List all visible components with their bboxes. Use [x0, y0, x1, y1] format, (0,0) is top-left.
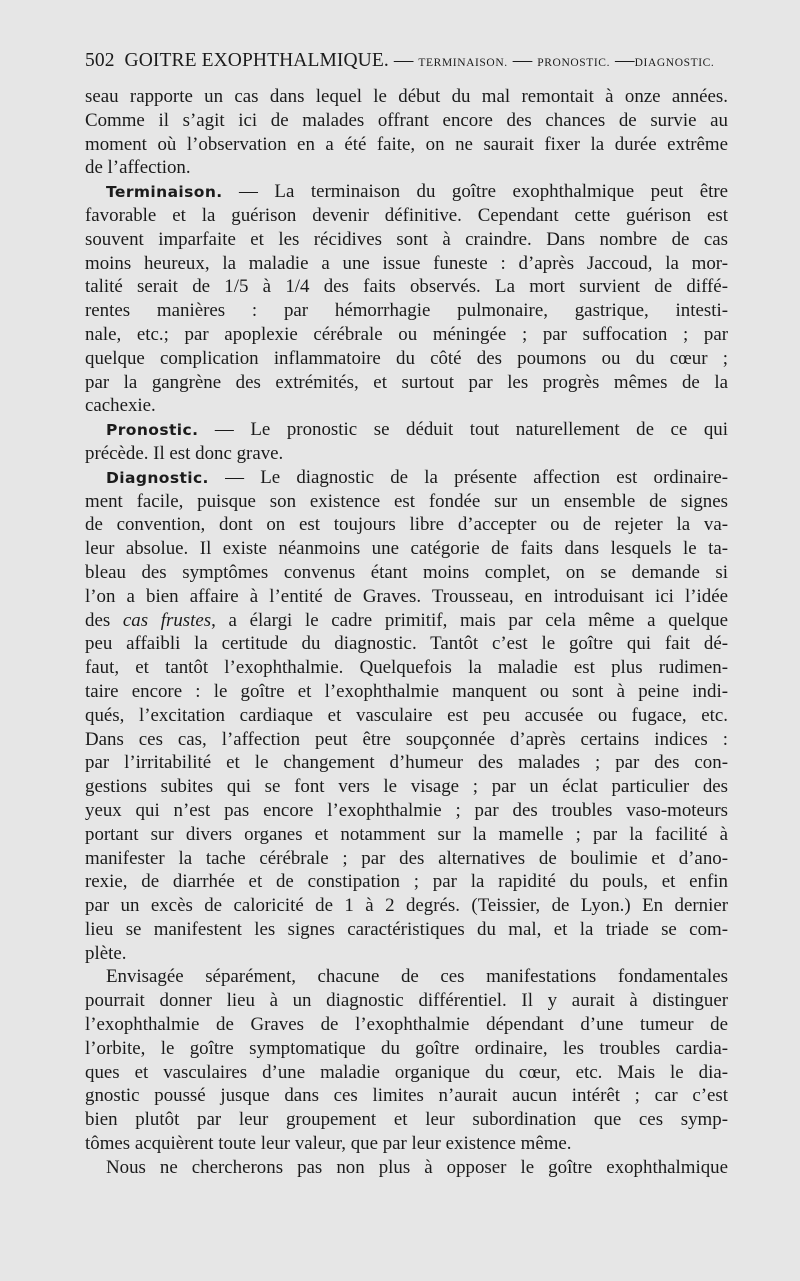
italic-term: cas frustes [122, 609, 212, 631]
section-heading-terminaison: Terminaison. [106, 183, 223, 202]
text-line: par la gangrène des extrémités, et surtout par les progrès mêmes de la [85, 371, 728, 393]
section-terminaison-first-line: Terminaison. — La terminaison du goître exophthalmique peut être [106, 181, 728, 203]
text-line: bien plutôt par leur groupement et leur subordination que ces symp- [85, 1109, 728, 1131]
text-line: portant sur divers organes et notamment sur la mamelle ; par la facilité à [85, 823, 728, 845]
text-line: Nous ne chercherons pas non plus à opposer le goître exophthalmique [106, 1156, 728, 1178]
text-line: peu affaibli la certitude du diagnostic. Tantôt c’est le goître qui fait dé- [85, 633, 728, 655]
text-line: seau rapporte un cas dans lequel le début du mal remontait à onze années. [85, 86, 728, 107]
text-line: ment facile, puisque son existence est fondée sur un ensemble de signes [85, 490, 728, 512]
text-line: yeux qui n’est pas encore l’exophthalmie ; par des troubles vaso-moteurs [85, 799, 728, 821]
section-pronostic-first-line: Pronostic. — Le pronostic se déduit tout naturellement de ce qui [106, 419, 728, 441]
text-line: l’on a bien affaire à l’entité de Graves. Trousseau, en introduisant ici l’idée [85, 585, 728, 607]
section-heading-diagnostic: Diagnostic. [106, 468, 209, 487]
text-line: Comme il s’agit ici de malades offrant encore des chances de survie au [85, 109, 728, 131]
text-line: de convention, dont on est toujours libre d’accepter ou de rejeter la va- [85, 514, 728, 536]
text-line: qués, l’excitation cardiaque et vasculaire est peu accusée ou fugace, etc. [85, 704, 728, 726]
text-line: manifester la tache cérébrale ; par des alternatives de boulimie et d’ano- [85, 847, 728, 869]
text-line: ques et vasculaires d’une maladie organique du cœur, etc. Mais le dia- [85, 1061, 728, 1083]
text-line: plète. [85, 942, 127, 964]
running-title: GOITRE EXOPHTHALMIQUE. [124, 50, 389, 71]
text-line: favorable et la guérison devenir définitive. Cependant cette guérison est [85, 204, 728, 226]
text-line: gnostic poussé jusque dans ces limites n’aurait aucun intérêt ; car c’est [85, 1085, 728, 1107]
text-line: par un excès de caloricité de 1 à 2 degrés. (Teissier, de Lyon.) En dernier [85, 895, 728, 917]
text-line: lieu se manifestent les signes caractéristiques du mal, et la triade se com- [85, 918, 728, 940]
text-line: rexie, de diarrhée et de constipation ; par la rapidité du pouls, et enfin [85, 871, 728, 893]
text-line: talité serait de 1/5 à 1/4 des faits observés. La mort survient de diffé- [85, 276, 728, 298]
section-heading-pronostic: Pronostic. [106, 421, 199, 440]
body-text [85, 85, 728, 1180]
text-line: quelque complication inflammatoire du côté des poumons ou du cœur ; [85, 347, 728, 369]
text-line: l’exophthalmie de Graves de l’exophthalmie dépendant d’une tumeur de [85, 1014, 728, 1036]
text-line: par l’irritabilité et le changement d’humeur des malades ; par des con- [85, 752, 728, 774]
text-line: moment où l’observation en a été faite, on ne saurait fixer la durée extrême [85, 133, 728, 155]
text-line: rentes manières : par hémorrhagie pulmonaire, gastrique, intesti- [85, 300, 728, 322]
text-line: pourrait donner lieu à un diagnostic différentiel. Il y aurait à distinguer [85, 990, 728, 1012]
text-line: tômes acquièrent toute leur valeur, que par leur existence même. [85, 1133, 572, 1155]
text-line: taire encore : le goître et l’exophthalmie manquent ou sont à peine indi- [85, 680, 728, 702]
text-line: nale, etc.; par apoplexie cérébrale ou méningée ; par suffocation ; par [85, 323, 728, 345]
text-line: leur absolue. Il existe néanmoins une catégorie de faits dans lesquels le ta- [85, 538, 728, 560]
text-line: cachexie. [85, 395, 156, 417]
text-line: Envisagée séparément, chacune de ces manifestations fondamentales [106, 966, 728, 988]
text-line: de l’affection. [85, 157, 191, 179]
header-section-diagnostic: DIAGNOSTIC. [634, 57, 715, 69]
text-line-with-italic: des cas frustes, a élargi le cadre primitif, mais par cela même a quelque [85, 609, 729, 631]
text-line: souvent imparfaite et les récidives sont à craindre. Dans nombre de cas [85, 228, 728, 250]
header-section-pronostic: PRONOSTIC. [537, 57, 611, 69]
text-line: bleau des symptômes convenus étant moins complet, on se demande si [85, 561, 728, 583]
header-section-terminaison: TERMINAISON. [418, 57, 508, 69]
running-header: 502 GOITRE EXOPHTHALMIQUE. — TERMINAISON. — PRONOSTIC. —DIAGNOSTIC. [85, 50, 715, 71]
page-number: 502 [85, 50, 115, 71]
text-line: gestions subites qui se font vers le visage ; par un éclat particulier des [85, 776, 728, 798]
section-diagnostic-first-line: Diagnostic. — Le diagnostic de la présente affection est ordinaire- [106, 466, 728, 488]
text-line: l’orbite, le goître symptomatique du goître ordinaire, les troubles cardia- [85, 1037, 728, 1059]
text-line: moins heureux, la maladie a une issue funeste : d’après Jaccoud, la mor- [85, 252, 728, 274]
text-line: précède. Il est donc grave. [85, 442, 284, 464]
text-line: Dans ces cas, l’affection peut être soupçonnée d’après certains indices : [85, 728, 728, 750]
text-line: faut, et tantôt l’exophthalmie. Quelquefois la maladie est plus rudimen- [85, 657, 728, 679]
